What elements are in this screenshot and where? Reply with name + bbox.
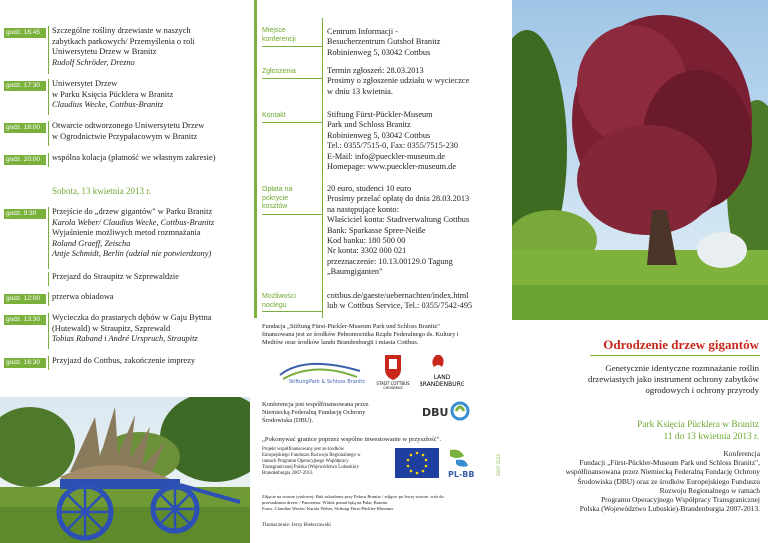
registration-info: Termin zgłoszeń: 28.03.2013 Prosimy o zgłoszenie udziału w wycieczce w dniu 13 kwietnia. <box>327 66 470 96</box>
divider <box>48 79 49 115</box>
photo-credits: Zdjęcie na stronie tytułowej: Buk szkarłatny przy Pałacu Branitz / zdjęcie po lewej stronie: wóz do przesadzania drzew / Panorama: Widok ponad łąką na Pałac Branitz. Fotos: Claudius Wecke/ Karola Weber, Stiftung Fürst-Pückler-Museum. <box>262 494 444 511</box>
time-badge: godz. 20:00 <box>4 155 46 165</box>
dbu-logo-text: DBU <box>422 406 449 419</box>
dbu-logo <box>420 398 470 428</box>
fee-label: Opłata na pokrycie kosztów <box>262 186 293 210</box>
venue-label: Miejsce konferencji <box>262 27 296 43</box>
plbb-logo-text: PL-BB <box>448 470 475 479</box>
time-badge: godz. 18:00 <box>4 123 46 133</box>
brandenburg-logo-text: LAND <box>433 374 451 381</box>
divider <box>48 153 49 167</box>
divider <box>48 121 49 146</box>
time-badge: godz. 12:00 <box>4 294 46 304</box>
plbb-years-text: 2007-2013 <box>496 454 501 476</box>
schedule-item: Szczególne rośliny drzewiaste w naszych zabytkach parkowych/ Przemyślenia o roli Uniwersytetu Drzew w Branitz Rudolf Schröder, Drezno <box>52 26 195 67</box>
schedule-item: Uniwersytet Drzew w Parku Księcia Pücklera w Branitz Claudius Wecke, Cottbus-Branitz <box>52 79 174 110</box>
schedule-item: Przejazd do Straupitz w Szprewaldzie <box>52 272 179 281</box>
translation-credit: Tłumaczenie: Jerzy Bielecrawski <box>262 522 331 528</box>
brandenburg-logo <box>420 353 464 389</box>
time-badge: godz. 9:30 <box>4 209 46 219</box>
time-badge: godz. 16:45 <box>4 28 46 38</box>
day-heading: Sobota, 13 kwietnia 2013 r. <box>52 186 151 196</box>
cottbus-logo-text: STADT COTTBUS <box>376 381 410 386</box>
funding-note: Fundacja „Stiftung Fürst-Pückler-Museum Park und Schloss Branitz" finansowana jest ze środków Pełnomocnika Rządu Federalnego ds. Kultury i Mediów oraz środków landu Brandenburgii i miasta Cottbus. <box>262 323 459 346</box>
schedule-item: Wycieczka do prastarych dębów w Gaju Byttna (Hutewald) w Straupitz, Szprewald Tobias Raband i André Urspruch, Straupitz <box>52 313 212 344</box>
fee-info: 20 euro, studenci 10 euro Prosimy przelać opłatę do dnia 28.03.2013 na następujące konto: Właściciel konta: Stadtverwaltung Cottbus Bank: Sparkasse Spree-Neiße Kod banku: 180 500 00 Nr konta: 3302 000 021 przeznaczenie: 10.13.00129.0 Tagung „Baumgiganten" <box>327 184 470 277</box>
divider <box>590 355 760 356</box>
dbu-cofunding-note: Konferencja jest współfinansowana przez Niemiecką Federalną Fundację Ochrony Środowiska (DBU). <box>262 401 369 424</box>
cottbus-coat-of-arms-logo <box>373 353 413 389</box>
time-badge: godz. 16:30 <box>4 358 46 368</box>
divider <box>262 311 322 312</box>
cover-place-date: Park Księcia Pücklera w Branitz 11 do 13 kwietnia 2013 r. <box>637 420 759 442</box>
cover-title: Odrodzenie drzew gigantów <box>603 337 759 352</box>
divider <box>48 26 49 74</box>
registration-label: Zgłoszenia <box>262 68 296 75</box>
cottbus-logo-text: CHÓŚEBUZ <box>383 386 403 389</box>
time-badge: godz. 13:30 <box>4 315 46 325</box>
divider <box>48 356 49 370</box>
accommodation-label: Możliwości noclegu <box>262 293 296 309</box>
divider <box>48 292 49 306</box>
pl-bb-program-logo <box>446 446 506 480</box>
cover-subtitle: Genetycznie identyczne rozmnażanie roślin drzewiastych jako instrument ochrony zabytków ogrodowych i ochrony przyrody <box>587 363 759 395</box>
divider <box>262 46 322 47</box>
cover-conference-note: Konferencja Fundacji „Fürst-Pückler-Museum Park und Schloss Branitz", współfinansowana przez Niemiecką Federalną Fundację Ochrony Środowiska (DBU) oraz ze środków Europejskiego Funduszu Rozwoju Regionalnego w ramach Programu Operacyjnego Współpracy Transgranicznej Polska (Województwo Lubuskie)-Brandenburgia 2007-2013. <box>565 449 760 514</box>
divider <box>48 313 49 349</box>
schedule-item: Przyjazd do Cottbus, zakończenie imprezy <box>52 356 196 365</box>
divider <box>262 78 322 79</box>
divider <box>48 207 49 269</box>
tree-cart-photo <box>0 397 250 543</box>
divider <box>48 272 49 286</box>
divider <box>262 214 322 215</box>
contact-label: Kontakt <box>262 112 286 119</box>
green-accent-bar <box>254 0 257 318</box>
eu-project-note: Projekt współfinansowany jest ze środków Europejskiego Funduszu Rozwoju Regionalnego w ramach Programu Operacyjnego Współpracy Transgranicznej Polska (Województwo Lubuskie)- Brandenburgia 2007-2013. <box>262 447 361 476</box>
time-badge: godz. 17:30 <box>4 81 46 91</box>
schedule-item: Przejście do „drzew gigantów" w Parku Branitz Karola Weber/ Claudius Wecke, Cottbus-Branitz Wyjaśnienie możliwych metod rozmnażania Roland Graeff, Zeischa Antje Schmidt, Berlin (udział nie potwierdzony) <box>52 207 215 259</box>
branitz-foundation-logo <box>275 353 365 389</box>
branitz-logo-text: Park & Schloss Branitz <box>309 379 365 385</box>
contact-info: Stiftung Fürst-Pückler-Museum Park und Schloss Branitz Robinienweg 5, 03042 Cottbus Tel.: 0355/7515-0, Fax: 0355/7515-230 E-Mail: info@pueckler-museum.de Homepage: www.pueckler-museum.de <box>327 110 459 172</box>
venue-info: Centrum Informacji - Besucherzentrum Gutshof Branitz Robinienweg 5, 03042 Cottbus <box>327 27 441 57</box>
brandenburg-logo-text: BRANDENBURG <box>420 381 464 388</box>
motto-text: „Pokonywać granice poprzez wspólne inwestowanie w przyszłość". <box>262 436 442 443</box>
schedule-item: Otwarcie odtworzonego Uniwersytetu Drzew w Ogrodnictwie Przypałacowym w Branitz <box>52 121 205 141</box>
eu-flag-logo <box>395 448 439 478</box>
divider <box>262 122 322 123</box>
accommodation-info: cottbus.de/gaeste/uebernachten/index.html lub w Cottbus Service, Tel.: 0355/7542-495 <box>327 291 473 311</box>
schedule-item: wspólna kolacja (płatność we własnym zakresie) <box>52 153 216 162</box>
divider <box>322 18 323 318</box>
copper-beech-photo <box>512 0 768 320</box>
branitz-logo-text: Stiftung <box>289 379 309 385</box>
schedule-item: przerwa obiadowa <box>52 292 114 301</box>
